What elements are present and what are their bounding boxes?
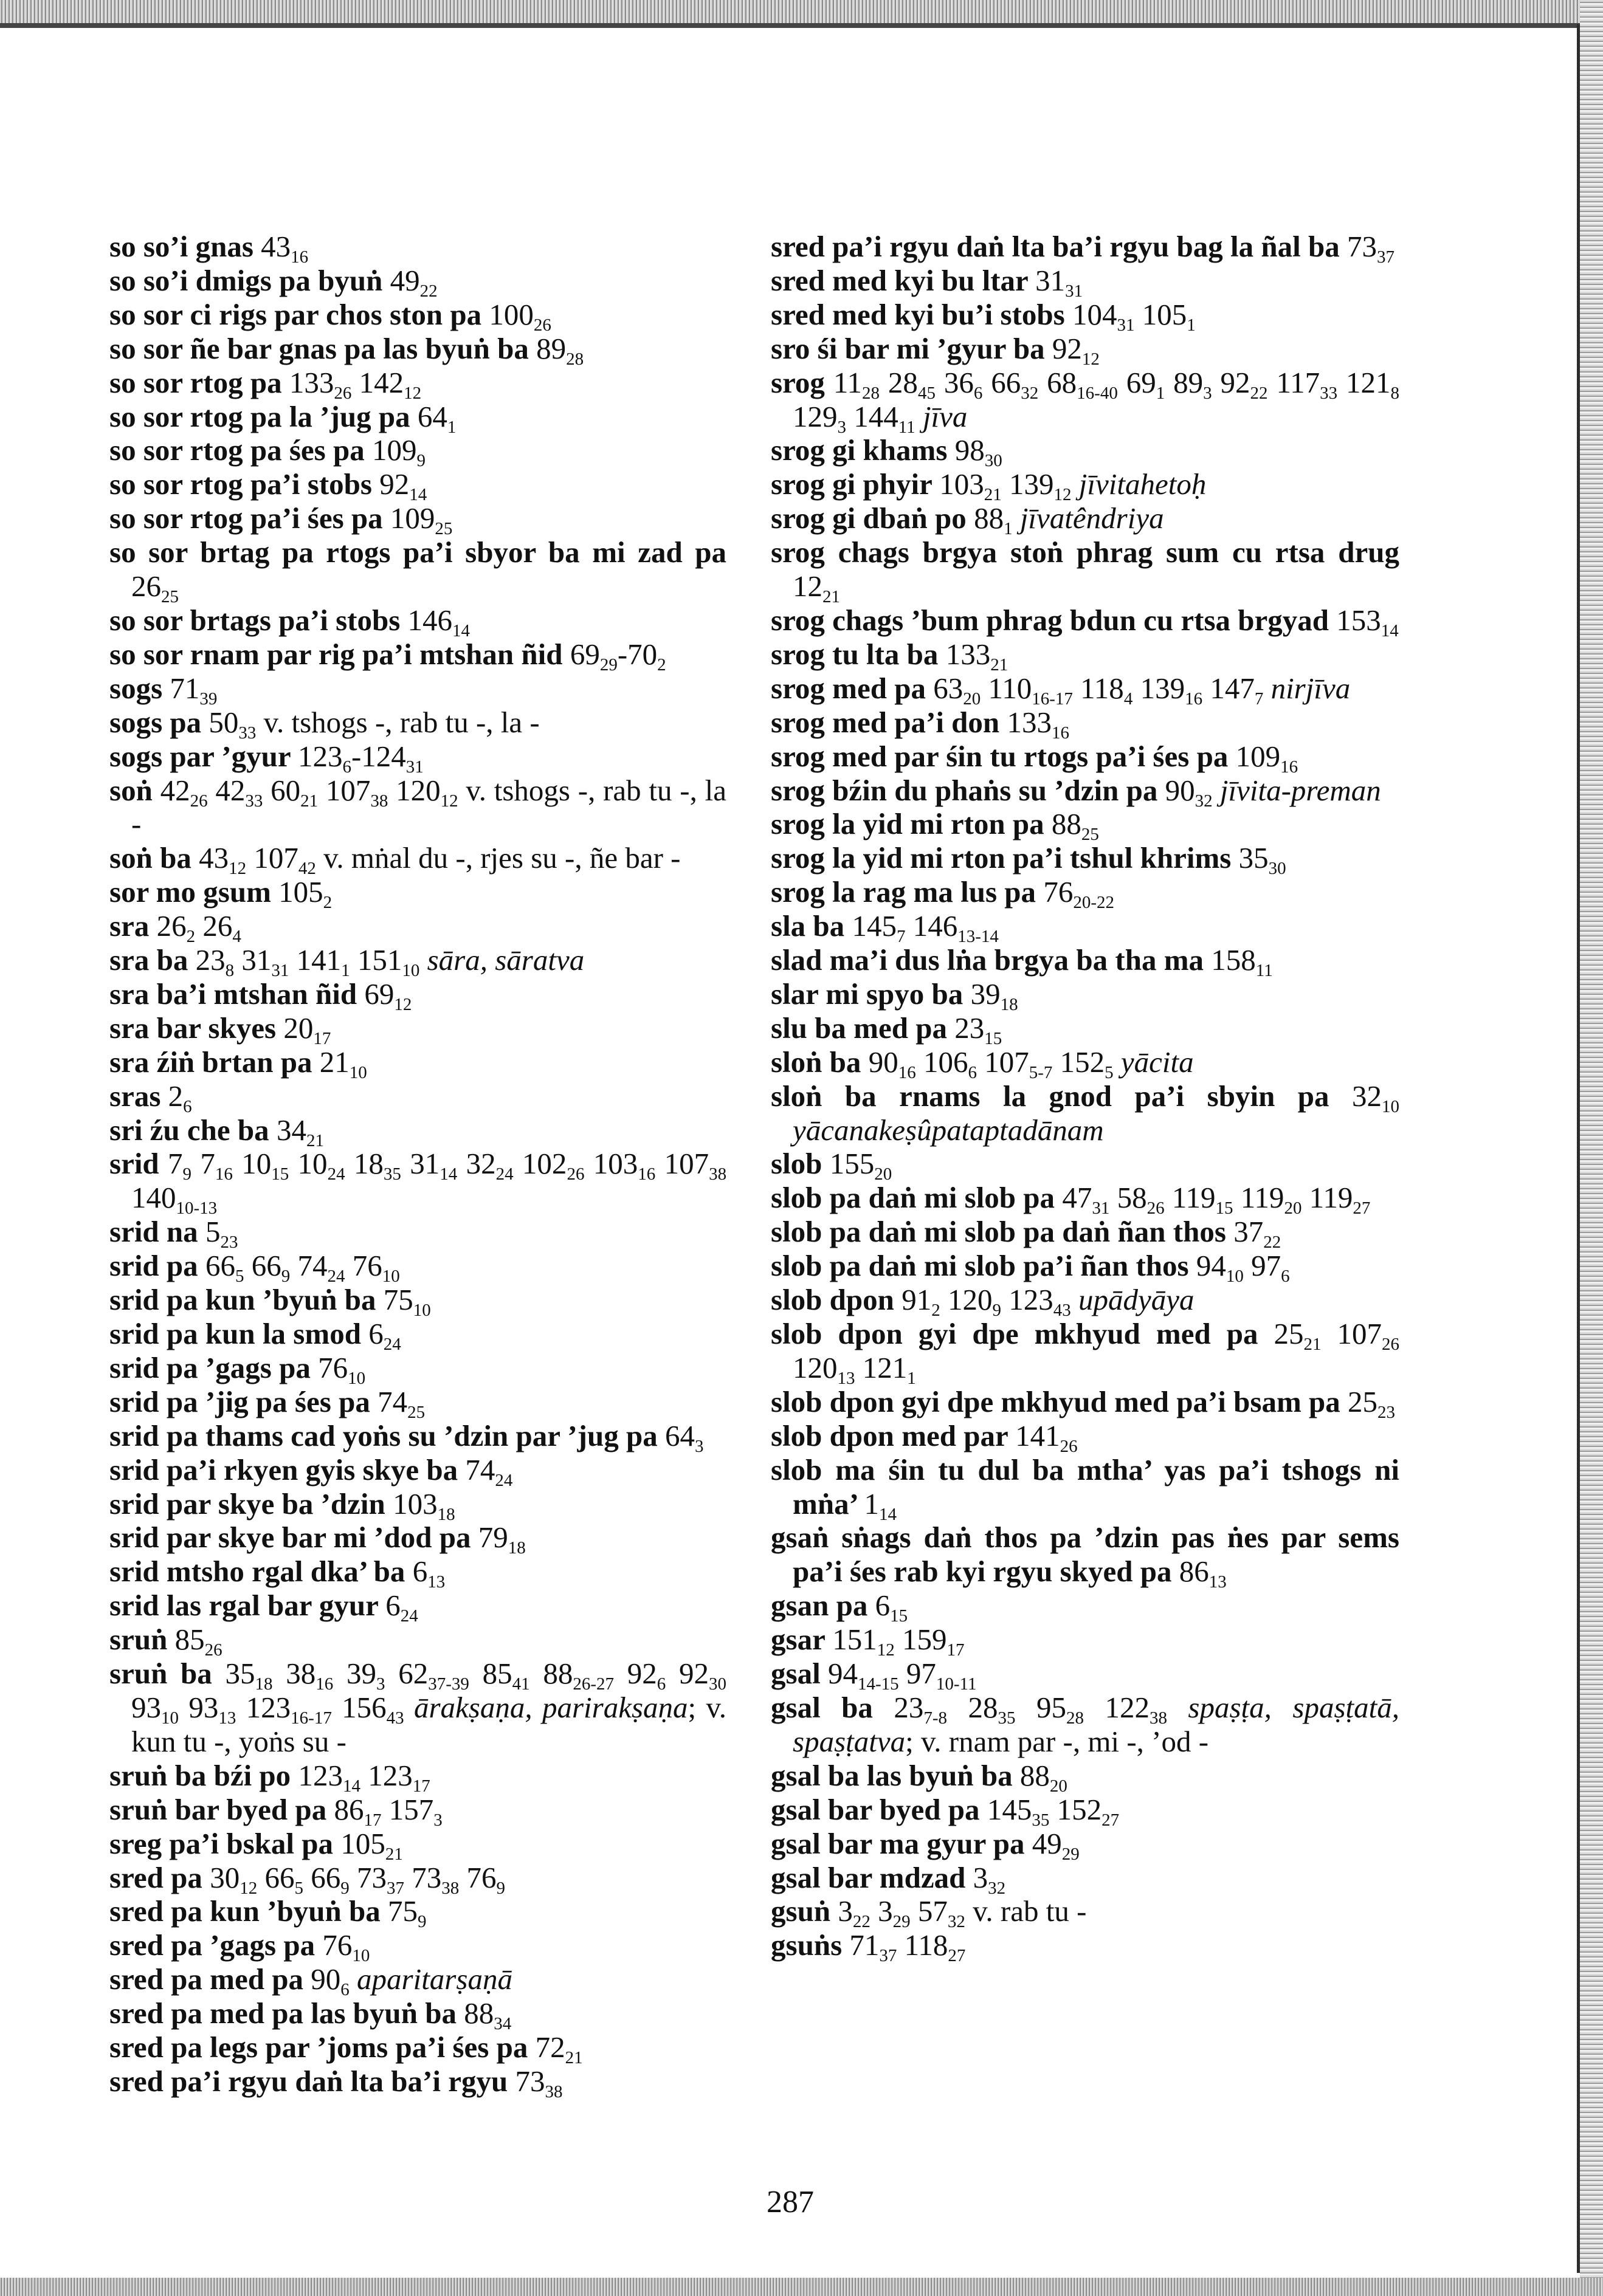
index-entry [771,807,1399,845]
index-term: sred pa med pa [109,1962,304,1996]
index-term: so sor ñe bar gnas pa las byuṅ ba [109,331,529,365]
index-references: $73_{38}$ [515,2064,563,2102]
index-entry [109,705,726,743]
index-term: so sor brtags pa’i stobs [109,603,401,637]
index-term: so sor brtag pa rtogs pa’i sbyor ba mi zad pa [109,535,726,569]
index-entry [771,1418,1399,1456]
index-entry [771,773,1399,811]
index-entry [771,1181,1399,1218]
index-references: $86_{17}$ $157_3$ [334,1792,443,1830]
index-term: so so’i gnas [109,230,253,263]
index-entry [109,1011,726,1048]
index-references: $100_{26}$ [489,297,551,335]
index-term: gsuṅs [771,1928,843,1962]
index-entry [771,603,1399,641]
index-references: $23_8$ $31_{31}$ $141_1$ $151_{10}$ sāra, sāratva [195,943,585,981]
index-term: gsan pa [771,1589,868,1623]
index-term: slar mi spyo ba [771,977,964,1011]
index-entry [771,637,1399,675]
index-term: srog tu lta ba [771,637,939,671]
index-references: $7_9$ $7_{16}$ $10_{15}$ $10_{24}$ $18_{35}$ $31_{14}$ $32_{24}$ $102_{26}$ $103_{16}$ $107_{38}$ $140_{10-13}$ [131,1147,727,1218]
index-references: $79_{18}$ [478,1521,526,1558]
index-entry [109,2064,726,2102]
index-entry [109,501,726,539]
index-references: $98_{30}$ [954,433,1002,471]
index-term: srid [109,1147,159,1181]
index-entry [771,467,1399,505]
index-entry [771,1521,1399,1592]
index-term: srid pa [109,1249,198,1283]
index-references: $49_{22}$ [390,263,438,301]
index-entry [109,603,726,641]
index-entry [109,1487,726,1524]
index-entry [771,1860,1399,1898]
index-references: $155_{20}$ [829,1147,892,1184]
index-entry [109,1623,726,1660]
index-references: $43_{12}$ $107_{42}$ v. mṅal du -, rjes su -, ñe bar - [199,841,681,879]
index-references: $25_{21}$ $107_{26}$ $120_{13}$ $121_1$ [793,1317,1400,1388]
index-references: $34_{21}$ [276,1113,324,1150]
index-references: $6_{15}$ [875,1589,908,1626]
index-entry [109,1113,726,1150]
index-term: sogs par ’gyur [109,739,291,773]
index-references: $88_1$ jīvatêndriya [974,501,1164,539]
index-references: $6_{13}$ [412,1555,446,1592]
index-term: srid las rgal bar gyur [109,1589,378,1623]
index-entry [109,467,726,505]
index-references: $74_{25}$ [377,1384,426,1422]
index-term: sred pa med pa las byuṅ ba [109,1996,457,2030]
index-references: $158_{11}$ [1211,943,1273,981]
index-entry [771,841,1399,879]
index-term: slu ba med pa [771,1011,948,1045]
index-term: slob [771,1147,822,1181]
index-entry [109,1894,726,1932]
index-entry [109,1826,726,1864]
index-references: $69_{29}-70_2$ [570,637,666,675]
index-entry [109,1079,726,1116]
index-entry [109,331,726,369]
index-references: $92_{14}$ [379,467,427,505]
index-column-left [109,230,727,2102]
index-entry [109,1452,726,1490]
index-references: $6_{24}$ [368,1317,401,1354]
index-references: $76_{20-22}$ [1043,875,1114,913]
index-term: srid mtsho rgal dka’ ba [109,1555,405,1589]
index-references: $94_{14-15}$ $97_{10-11}$ [827,1657,977,1694]
index-entry [109,1215,726,1253]
index-entry [109,671,726,709]
index-references: $23_{15}$ [954,1011,1002,1048]
scan-right-border [1580,0,1603,2296]
index-term: sred pa ’gags pa [109,1928,315,1962]
index-term: sloṅ ba [771,1045,861,1079]
index-term: so sor rtog pa śes pa [109,433,365,467]
index-term: srog bźin du phaṅs su ’dzin pa [771,773,1158,807]
index-entry [771,1045,1399,1082]
index-term: sogs pa [109,705,202,739]
index-entry [771,331,1399,369]
index-references: $66_5$ $66_9$ $74_{24}$ $76_{10}$ [205,1249,400,1287]
scan-top-border [0,0,1603,28]
index-entry [109,1317,726,1354]
index-entry [109,909,726,947]
index-term: sloṅ ba rnams la gnod pa’i sbyin pa [771,1079,1329,1113]
index-term: so sor rtog pa [109,365,282,399]
index-references: $47_{31}$ $58_{26}$ $119_{15}$ $119_{20}$ $119_{27}$ [1062,1181,1371,1218]
index-entry [109,1962,726,2000]
index-term: slob dpon [771,1283,894,1317]
index-entry [771,1928,1399,1966]
index-references: $123_6-124_{31}$ [297,739,424,777]
index-references: $103_{21}$ $139_{12}$ jīvitahetoḥ [939,467,1207,505]
index-entry [771,671,1399,709]
index-references: $37_{22}$ [1233,1215,1281,1253]
index-references: $20_{17}$ [283,1011,331,1048]
index-term: sred pa’i rgyu daṅ lta ba’i rgyu [109,2064,508,2098]
index-entry [771,263,1399,301]
index-entry [771,1215,1399,1253]
index-references: $32_{10}$ yācanakeṣûpataptadānam [793,1079,1400,1147]
index-references: $30_{12}$ $66_5$ $66_9$ $73_{37}$ $73_{38}$ $76_9$ [210,1860,505,1898]
index-entry [771,909,1399,947]
index-references: $42_{26}$ $42_{33}$ $60_{21}$ $107_{38}$ $120_{12}$ v. tshogs -, rab tu -, la - [131,773,727,841]
index-entry [771,705,1399,743]
scan-bottom-border [0,2278,1603,2296]
index-term: gsuṅ [771,1894,831,1928]
index-term: slad ma’i dus lṅa brgya ba tha ma [771,943,1204,977]
index-entry [771,1147,1399,1184]
index-references: $76_{10}$ [322,1928,370,1966]
index-entry [109,365,726,403]
index-entry [771,977,1399,1014]
index-references: $72_{21}$ [535,2030,583,2068]
index-references: $88_{34}$ [464,1996,512,2034]
index-term: srog la yid mi rton pa [771,807,1044,841]
index-term: sred pa legs par ’joms pa’i śes pa [109,2030,528,2064]
index-term: slob pa daṅ mi slob pa daṅ ñan thos [771,1215,1226,1249]
index-entry [771,1758,1399,1796]
index-references: $64_1$ [417,399,457,437]
index-term: srog med par śin tu rtogs pa’i śes pa [771,739,1229,773]
index-references: $75_9$ [388,1894,427,1932]
index-entry [109,1928,726,1966]
index-term: gsal bar byed pa [771,1792,980,1826]
page-number: 287 [767,2185,814,2219]
index-term: sred pa’i rgyu daṅ lta ba’i rgyu bag la ñal ba [771,230,1340,263]
index-term: slob dpon gyi dpe mkhyud med pa’i bsam pa [771,1384,1340,1418]
index-term: srog gi khams [771,433,948,467]
index-term: sra bar skyes [109,1011,277,1045]
index-term: gsal bar ma gyur pa [771,1826,1025,1860]
index-entry [109,1758,726,1796]
index-term: sra ba [109,943,188,977]
index-references: $105_2$ [278,875,333,913]
index-term: gsal ba las byuṅ ba [771,1758,1013,1792]
index-term: srog la rag ma lus pa [771,875,1036,909]
index-entry [771,1623,1399,1660]
index-term: so sor rtog pa’i śes pa [109,501,383,535]
index-term: sri źu che ba [109,1113,269,1147]
index-references: $103_{18}$ [393,1487,455,1524]
index-entry [109,263,726,301]
index-references: $85_{26}$ [174,1623,222,1660]
index-term: so sor rtog pa la ’jug pa [109,399,410,433]
index-references: $6_{24}$ [385,1589,418,1626]
index-entry [771,230,1399,267]
index-references: $109_{16}$ [1235,739,1298,777]
index-references: $90_{32}$ jīvita-preman [1165,773,1381,811]
index-term: sla ba [771,909,845,943]
index-term: gsal bar mdzad [771,1860,966,1894]
index-term: srid par skye bar mi ’dod pa [109,1521,471,1555]
index-references: $91_2$ $120_9$ $123_{43}$ upādyāya [901,1283,1194,1321]
index-entry [109,774,726,842]
index-entry [109,1147,727,1218]
index-references: $21_{10}$ [319,1045,367,1082]
index-references: $145_{35}$ $152_{27}$ [987,1792,1120,1830]
index-entry [771,739,1399,777]
index-references: $133_{16}$ [1007,705,1069,743]
index-entry [109,433,726,471]
index-references: $3_{32}$ [973,1860,1006,1898]
index-entry [109,1860,726,1898]
index-entry [771,1317,1400,1388]
index-term: sra ba’i mtshan ñid [109,977,357,1011]
index-entry [771,1691,1399,1759]
index-references: $39_{18}$ [970,977,1018,1014]
index-term: srog la yid mi rton pa’i tshul khrims [771,841,1232,875]
index-entry [109,943,726,981]
index-term: so so’i dmigs pa byuṅ [109,263,383,297]
index-entry [109,1418,726,1456]
index-references: $1_{14}$ [864,1487,897,1524]
index-term: srid par skye ba ’dzin [109,1487,385,1521]
index-entry [109,1521,726,1558]
index-term: sred pa [109,1860,202,1894]
index-term: gsaṅ sṅags daṅ thos pa ’dzin pas ṅes par sems pa’i śes rab kyi rgyu skyed pa [771,1521,1399,1589]
index-references: $35_{18}$ $38_{16}$ $39_3$ $62_{37-39}$ $85_{41}$ $88_{26-27}$ $92_6$ $92_{30}$ $93_{10}$ $93_{13}$ $123_{16-17}$ $156_{43}$ ārakṣaṇa, parirakṣaṇa; v. kun tu -, yoṅs su - [131,1657,727,1758]
index-term: slob dpon gyi dpe mkhyud med pa [771,1317,1258,1350]
index-entry [771,1384,1399,1422]
index-references: $109_{25}$ [390,501,453,539]
index-entry [109,1249,726,1287]
index-term: sreg pa’i bskal pa [109,1826,334,1860]
index-entry [771,1079,1399,1147]
index-entry [771,1894,1399,1932]
index-entry [771,875,1399,913]
index-entry [109,739,726,777]
index-entry [771,943,1399,981]
index-references: $23_{7-8}$ $28_{35}$ $95_{28}$ $122_{38}$ spaṣṭa, spaṣṭatā, spaṣṭatva; v. rnam par -, mi -, ’od - [793,1690,1400,1758]
index-references: $5_{23}$ [205,1215,238,1253]
index-term: srog [771,365,825,399]
index-term: sras [109,1079,161,1113]
index-entry [771,297,1399,335]
index-references: $35_{30}$ [1238,841,1286,879]
index-term: slob pa daṅ mi slob pa’i ñan thos [771,1249,1189,1283]
index-term: sruṅ bar byed pa [109,1792,327,1826]
index-entry [109,841,726,879]
index-entry [109,1996,726,2034]
index-entry [771,1283,1399,1321]
index-references: $63_{20}$ $110_{16-17}$ $118_4$ $139_{16}$ $147_7$ nirjīva [933,671,1351,709]
index-references: $71_{37}$ $118_{27}$ [849,1928,966,1966]
index-entry [109,1589,726,1626]
index-entry [771,501,1399,539]
index-term: sred med kyi bu ltar [771,263,1028,297]
index-references: $88_{20}$ [1019,1758,1067,1796]
index-references: $71_{39}$ [170,671,218,709]
index-entry [109,1657,726,1759]
index-references: $26_2$ $26_4$ [156,909,241,947]
index-references: $75_{10}$ [383,1283,431,1321]
index-term: srid pa ’gags pa [109,1350,311,1384]
index-term: sra źiṅ brtan pa [109,1045,312,1079]
index-term: srog gi dbaṅ po [771,501,967,535]
index-references: $123_{14}$ $123_{17}$ [298,1758,430,1796]
index-references: $12_{21}$ [793,569,840,607]
index-references: $90_{16}$ $106_6$ $107_{5-7}$ $152_5$ yācita [868,1045,1194,1082]
index-term: sred med kyi bu’i stobs [771,297,1065,331]
index-references: $151_{12}$ $159_{17}$ [832,1623,965,1660]
index-entry [109,1350,726,1388]
index-references: $109_9$ [371,433,426,471]
index-references: $89_{28}$ [536,331,584,369]
index-entry [771,1657,1399,1694]
index-entry [109,1384,726,1422]
index-term: sruṅ [109,1623,168,1657]
index-term: srid pa kun la smod [109,1317,361,1350]
index-term: sogs [109,671,163,705]
index-references: $49_{29}$ [1032,1826,1080,1864]
index-term: soṅ [109,773,153,807]
index-term: srid pa’i rkyen gyis skye ba [109,1452,458,1487]
index-entry [771,1826,1399,1864]
index-term: srid pa thams cad yoṅs su ’dzin par ’jug pa [109,1418,658,1452]
index-term: gsal ba [771,1690,873,1724]
index-term: so sor ci rigs par chos ston pa [109,297,482,331]
index-references: $88_{25}$ [1051,807,1099,845]
index-references: $74_{24}$ [465,1452,513,1490]
index-entry [109,535,726,607]
index-entry [771,1249,1399,1287]
index-references: $26_{25}$ [131,569,179,607]
index-entry [109,1555,726,1592]
index-entry [109,1792,726,1830]
index-term: so sor rnam par rig pa’i mtshan ñid [109,637,563,671]
index-entry [109,297,726,335]
index-references: $141_{26}$ [1015,1418,1078,1456]
index-term: slob dpon med par [771,1418,1008,1452]
index-term: sra [109,909,150,943]
index-references: $69_{12}$ [364,977,412,1014]
index-entry [771,1452,1399,1524]
index-entry [109,977,726,1014]
index-entry [109,637,726,675]
index-entry [771,1011,1399,1048]
index-references: $64_3$ [664,1418,704,1456]
index-references: $104_{31}$ $105_1$ [1072,297,1196,335]
index-references: $31_{31}$ [1035,263,1083,301]
index-term: srog chags ’bum phrag bdun cu rtsa brgyad [771,603,1329,637]
index-references: $153_{14}$ [1336,603,1399,641]
index-references: $133_{21}$ [945,637,1008,675]
index-entry [771,365,1400,437]
index-term: soṅ ba [109,841,191,875]
index-entry [771,433,1399,471]
index-term: sred pa kun ’byuṅ ba [109,1894,381,1928]
index-references: $43_{16}$ [261,230,309,267]
index-term: sor mo gsum [109,875,271,909]
index-term: srog med pa’i don [771,705,1000,739]
index-references: $133_{26}$ $142_{12}$ [289,365,422,403]
index-term: srid pa ’jig pa śes pa [109,1384,370,1418]
index-references: $2_6$ [168,1079,192,1116]
index-term: sruṅ ba bźi po [109,1758,291,1792]
index-term: srid pa kun ’byuṅ ba [109,1283,376,1317]
index-references: $3_{22}$ $3_{29}$ $57_{32}$ v. rab tu - [838,1894,1087,1932]
index-term: sruṅ ba [109,1657,212,1691]
index-entry [109,1045,726,1082]
index-term: gsal [771,1657,821,1691]
index-references: $86_{13}$ [1179,1555,1227,1592]
index-references: $105_{21}$ [340,1826,403,1864]
index-term: sro śi bar mi ’gyur ba [771,331,1045,365]
index-entry [109,875,726,913]
index-term: so sor rtog pa’i stobs [109,467,372,501]
index-entry [771,1589,1399,1626]
index-references: $50_{33}$ v. tshogs -, rab tu -, la - [209,705,540,743]
index-references: $11_{28}$ $28_{45}$ $36_6$ $66_{32}$ $68_{16-40}$ $69_1$ $89_3$ $92_{22}$ $117_{33}$ $121_8$ $129_3$ $144_{11}$ jīva [793,365,1400,437]
index-references: $146_{14}$ [407,603,471,641]
index-entry [109,2030,726,2068]
index-term: srog gi phyir [771,467,932,501]
index-references: $92_{12}$ [1052,331,1100,369]
index-entry [771,535,1399,607]
index-term: srog chags brgya stoṅ phrag sum cu rtsa drug [771,535,1399,569]
index-term: gsar [771,1623,825,1657]
index-entry [109,230,726,267]
index-references: $76_{10}$ [318,1350,366,1388]
index-term: srid na [109,1215,198,1249]
index-term: srog med pa [771,671,926,705]
index-column-right [771,230,1400,1966]
index-references: $94_{10}$ $97_6$ [1196,1249,1290,1287]
index-references: $73_{37}$ [1346,230,1394,267]
index-entry [771,1792,1399,1830]
index-term: slob ma śin tu dul ba mtha’ yas pa’i tshogs ni mṅa’ [771,1452,1399,1521]
index-references: $25_{23}$ [1348,1384,1396,1422]
index-entry [109,399,726,437]
index-entry [109,1283,726,1321]
index-references: $145_7$ $146_{13-14}$ [852,909,999,947]
index-term: slob pa daṅ mi slob pa [771,1181,1055,1215]
index-references: $90_6$ aparitarṣaṇā [311,1962,512,2000]
